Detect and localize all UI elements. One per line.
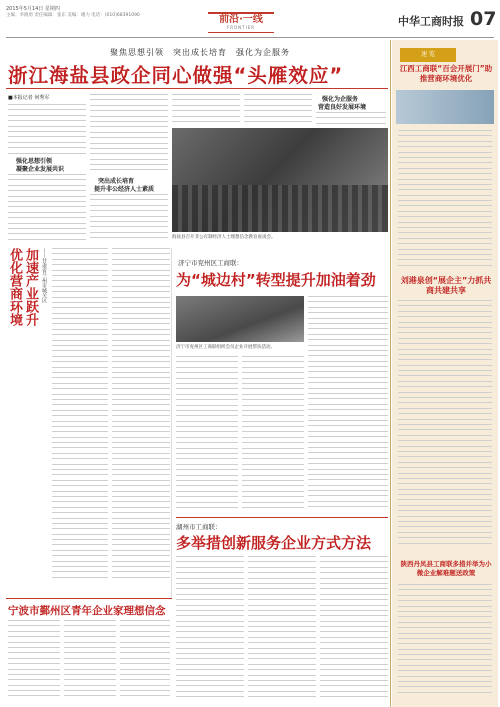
lead-body-text — [8, 174, 86, 242]
section-subtitle: FRONTIER — [226, 25, 256, 30]
second-photo — [176, 296, 304, 342]
lead-kicker: 聚焦思想引领 突出成长培育 强化为企服务 — [110, 48, 290, 57]
third-story-body — [176, 556, 244, 702]
section-banner — [208, 12, 274, 33]
second-story-body — [176, 356, 238, 514]
lead-body-text — [90, 94, 168, 172]
column-rule — [171, 248, 172, 598]
headline-divider — [6, 88, 388, 89]
meeting-photo-audience — [172, 185, 388, 232]
third-kicker: 湖州市工商联： — [176, 523, 222, 531]
fourth-story-body — [120, 620, 170, 702]
lead-subhead-1: 强化思想引领 — [16, 158, 53, 165]
lead-subhead-5: 强化为企服务 — [322, 96, 359, 103]
sidebar-photo — [396, 90, 494, 124]
sidebar-headline-1: 江西工商联“百会开展门”助推营商环境优化 — [399, 64, 493, 83]
lead-byline: ■本报记者 何秀军 — [8, 95, 50, 101]
second-photo-caption: 济宁市兖州区工商联组织会员企业开展帮扶活动。 — [176, 345, 275, 350]
lead-subhead-2: 凝聚企业发展共识 — [16, 166, 65, 173]
vertical-story-body — [52, 248, 108, 588]
lead-body-text — [90, 194, 168, 242]
sidebar-body — [398, 130, 492, 270]
second-headline: 为“城边村”转型提升加油着劲 — [176, 271, 376, 289]
lead-subhead-3: 突出成长培育 — [98, 178, 135, 185]
masthead-divider — [6, 37, 494, 38]
third-headline: 多举措创新服务企业方式方法 — [176, 534, 372, 552]
fourth-headline: 宁波市鄞州区青年企业家理想信念 — [8, 605, 166, 617]
section-name: 前沿·一线 — [219, 14, 263, 25]
second-story-body — [242, 356, 304, 514]
third-story-body — [248, 556, 316, 702]
vertical-story-body — [112, 248, 170, 588]
sidebar-kicker: 速 览 — [400, 48, 456, 62]
newspaper-name: 中华工商时报 — [398, 15, 464, 28]
lead-body-text — [8, 104, 86, 154]
fourth-story-divider — [6, 598, 172, 599]
lead-body-text — [316, 112, 386, 126]
issue-date: 2015年5月14日 星期四 — [6, 6, 60, 12]
column-rule — [390, 40, 391, 707]
vertical-headline — [4, 248, 40, 448]
fourth-story-body — [64, 620, 116, 702]
sidebar-headline-2: 刘港泉创“展企主”力抓共商共建共享 — [400, 276, 492, 295]
sidebar-body — [398, 584, 492, 702]
editor-credits: 主编：李晓勇 责任编辑：张东 美编：谢力 电话：(010)68391090 — [6, 13, 140, 18]
lead-subhead-6: 营造良好发展环境 — [318, 104, 367, 111]
lead-body-text — [172, 94, 240, 126]
page-number: 07 — [470, 8, 497, 30]
lead-body-text — [244, 94, 312, 126]
third-story-body — [320, 556, 388, 702]
third-story-divider — [176, 517, 388, 518]
sidebar-body — [398, 300, 492, 554]
vertical-headline-a: 优化营商环境 — [7, 248, 22, 326]
vertical-headline-b: 加速产业跃升 — [23, 248, 38, 326]
lead-subhead-4: 提升非公经济人士素质 — [94, 186, 155, 193]
sidebar-headline-3: 陕西丹凤县工商联多措并举为小微企业解难题送政策 — [400, 560, 492, 577]
fourth-story-body — [8, 620, 60, 702]
second-story-body — [308, 296, 388, 514]
photo-caption: 海盐县召开非公有制经济人士理想信念教育座谈会。 — [172, 235, 276, 240]
second-kicker: 济宁市兖州区工商联： — [178, 259, 243, 267]
lead-headline: 浙江海盐县政企同心做强“头雁效应” — [8, 64, 344, 87]
vertical-kicker: ——甘肃省兰州市城关区 — [41, 248, 47, 303]
